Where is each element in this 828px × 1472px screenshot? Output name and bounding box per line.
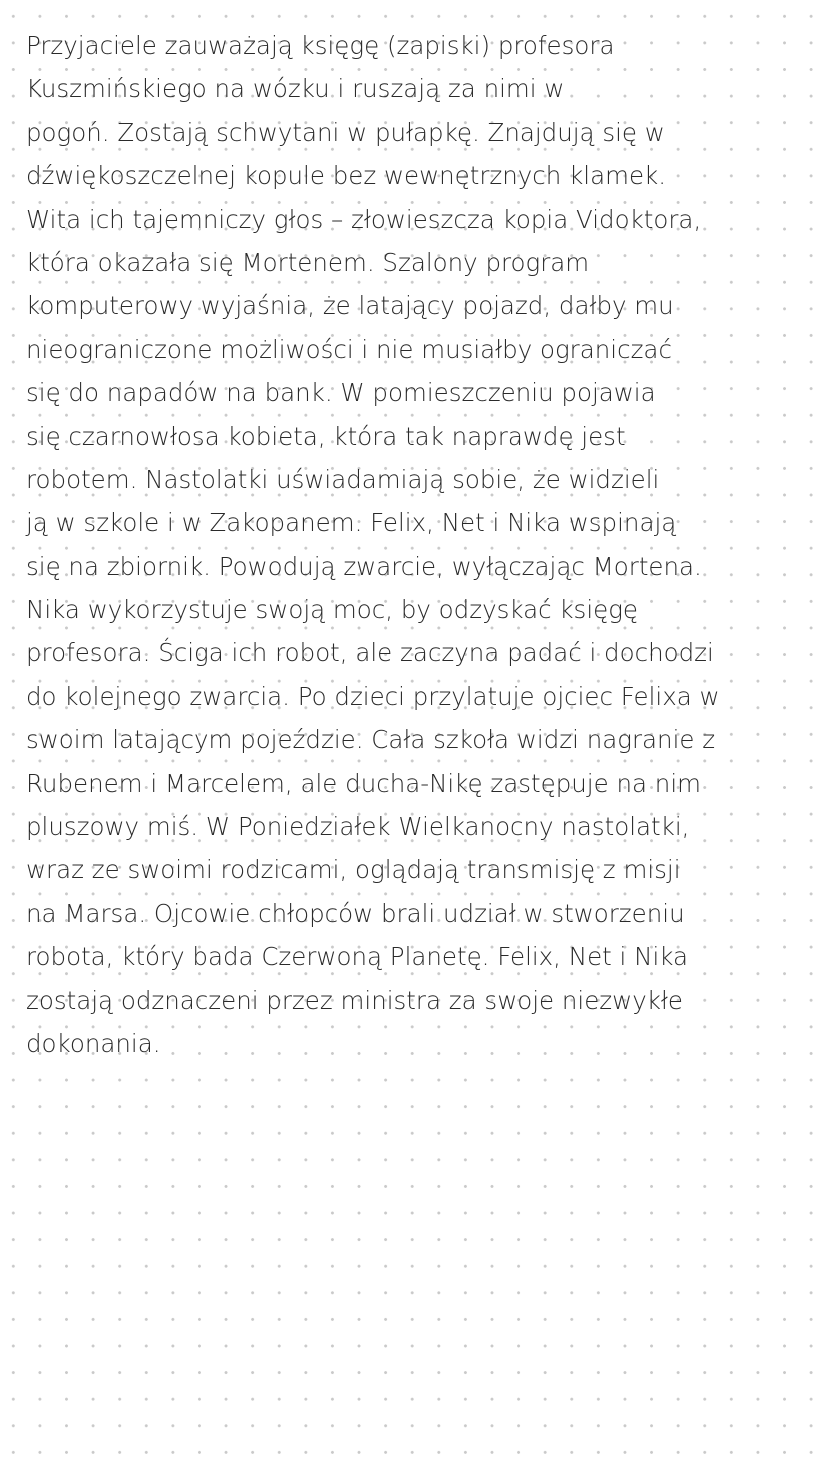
note-line: Nika wykorzystuje swoją moc, by odzyskać księgę <box>26 595 638 625</box>
note-line: się do napadów na bank. W pomieszczeniu pojawia <box>26 378 656 408</box>
note-line: pluszowy miś. W Poniedziałek Wielkanocny nastolatki, <box>26 812 690 842</box>
note-line: do kolejnego zwarcia. Po dzieci przylatuje ojciec Felixa w <box>26 681 720 711</box>
note-line: dźwiękoszczelnej kopule bez wewnętrznych klamek. <box>26 161 667 191</box>
note-line: się czarnowłosa kobieta, która tak naprawdę jest <box>26 421 626 451</box>
note-line: dokonania. <box>26 1028 161 1058</box>
note-line: Wita ich tajemniczy głos – złowieszcza kopia Vidoktora, <box>26 204 702 234</box>
note-line: która okazała się Mortenem. Szalony program <box>26 247 590 277</box>
note-line: pogoń. Zostają schwytani w pułapkę. Znajdują się w <box>26 117 665 147</box>
note-line: ją w szkole i w Zakopanem. Felix, Net i Nika wspinają <box>26 508 677 538</box>
note-line: wraz ze swoimi rodzicami, oglądają transmisję z misji <box>26 855 681 885</box>
note-line: profesora. Ściga ich robot, ale zaczyna padać i dochodzi <box>26 638 714 668</box>
note-line: Rubenem i Marcelem, ale ducha-Nikę zastępuje na nim <box>26 768 701 798</box>
note-line: robota, który bada Czerwoną Planetę. Felix, Net i Nika <box>26 942 689 972</box>
note-line: Kuszmińskiego na wózku i ruszają za nimi w <box>26 74 565 104</box>
note-line: się na zbiornik. Powodują zwarcie, wyłączając Mortena. <box>26 551 702 581</box>
note-line: nieograniczone możliwości i nie musiałby ograniczać <box>26 334 672 364</box>
note-line: komputerowy wyjaśnia, że latający pojazd, dałby mu <box>26 291 674 321</box>
note-line: swoim latającym pojeździe. Cała szkoła widzi nagranie z <box>26 725 716 755</box>
note-line: na Marsa. Ojcowie chłopców brali udział w stworzeniu <box>26 898 685 928</box>
handwritten-note-text <box>26 24 806 1065</box>
note-line: Przyjaciele zauważają księgę (zapiski) profesora <box>26 31 615 60</box>
note-line: zostają odznaczeni przez ministra za swoje niezwykłe <box>26 985 683 1015</box>
note-line: robotem. Nastolatki uświadamiają sobie, że widzieli <box>26 464 660 494</box>
